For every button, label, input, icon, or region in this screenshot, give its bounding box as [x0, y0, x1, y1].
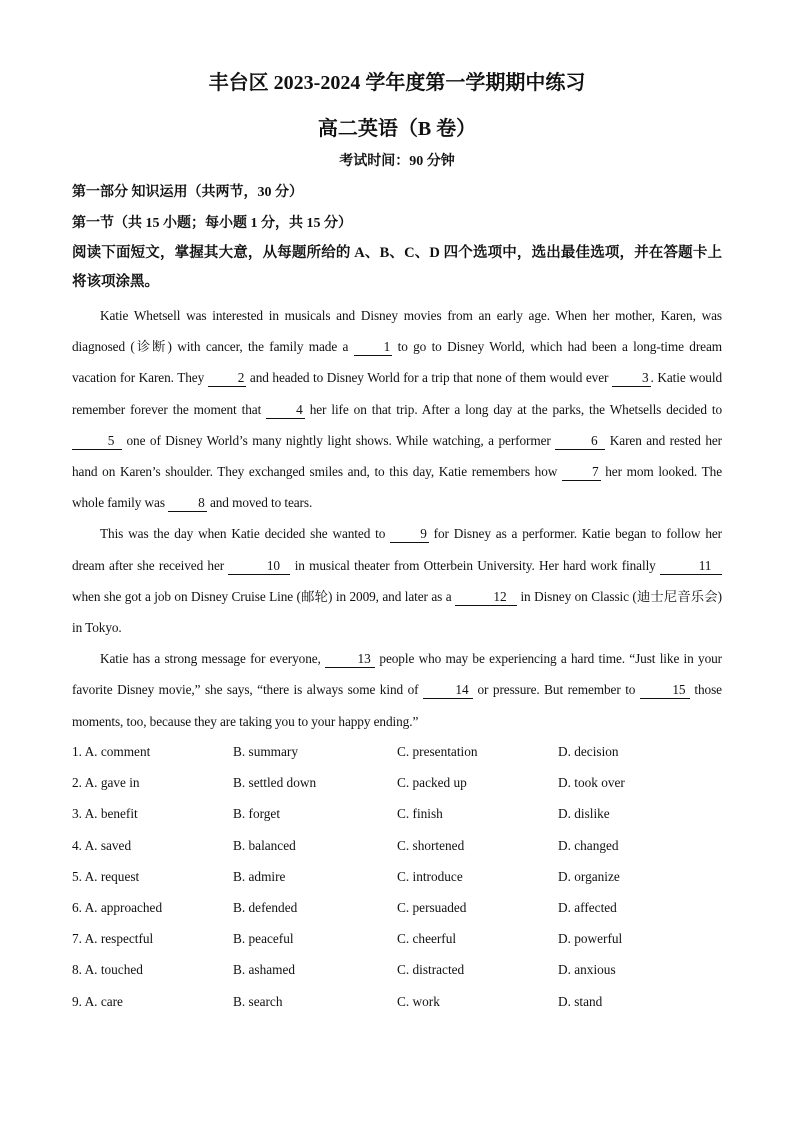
blank-5: 5	[72, 433, 122, 450]
exam-title: 丰台区 2023-2024 学年度第一学期期中练习	[208, 72, 586, 94]
exam-subtitle: 高二英语（B 卷）	[317, 118, 477, 140]
cloze-passage	[72, 300, 722, 737]
option-c: C. work	[397, 993, 440, 1009]
option-d: D. dislike	[558, 806, 610, 822]
blank-10: 10	[228, 558, 290, 575]
option-b: B. defended	[233, 899, 298, 915]
option-a: 7. A. respectful	[72, 931, 154, 947]
option-a: 4. A. saved	[72, 837, 132, 853]
paragraph-1: Katie Whetsell was interested in musicals and Disney movies from an early age. When her mother, Karen, was diagnosed (诊断) with cancer, the family made a 1 to go to Disney World, which had been a long-time dream vacation for Karen. They 2 and headed to Disney World for a trip that none of them would ever 3 . Katie would remember forever the moment that 4 her life on that trip. After a long day at the parks, the Whetsells decided to 5 one of Disney World’s many nightly light shows. While watching, a performer 6 Karen and rested her hand on Karen’s shoulder. They exchanged smiles and, to this day, Katie remembers how 7 her mom looked. The whole family was 8 and moved to tears.	[72, 308, 723, 511]
option-c: C. finish	[397, 806, 443, 822]
option-c: C. packed up	[397, 775, 467, 791]
option-row	[72, 959, 732, 990]
option-row	[72, 741, 732, 772]
option-b: B. search	[233, 993, 283, 1009]
option-c: C. distracted	[397, 962, 465, 978]
blank-2: 2	[208, 370, 247, 387]
option-row	[72, 803, 732, 834]
option-b: B. summary	[233, 744, 299, 759]
blank-6: 6	[555, 433, 605, 450]
option-row	[72, 928, 732, 959]
option-b: B. forget	[233, 806, 281, 822]
option-c: C. persuaded	[397, 899, 467, 915]
blank-4: 4	[266, 402, 305, 419]
paragraph-2: This was the day when Katie decided she wanted to 9 for Disney as a performer. Katie began to follow her dream after she received her 10 in musical theater from Otterbein University. Her hard work finally 11 when she got a job on Disney Cruise Line (邮轮) in 2009, and later as a 12 in Disney on Classic (迪士尼音乐会) in Tokyo.	[72, 526, 723, 636]
blank-12: 12	[455, 589, 517, 606]
blank-15: 15	[640, 682, 690, 699]
blank-11: 11	[660, 558, 722, 575]
blank-13: 13	[325, 651, 375, 668]
option-a: 3. A. benefit	[72, 806, 138, 822]
option-d: D. anxious	[558, 962, 616, 978]
part-heading: 第一部分 知识运用（共两节，30 分）	[72, 185, 303, 200]
instructions: 阅读下面短文，掌握其大意，从每题所给的 A、B、C、D 四个选项中，选出最佳选项，并在答题卡上将该项涂黑。	[72, 245, 722, 290]
option-d: D. changed	[558, 837, 619, 853]
exam-time: 考试时间：90 分钟	[339, 154, 455, 169]
option-row	[72, 991, 732, 1022]
option-a: 5. A. request	[72, 868, 140, 884]
option-b: B. admire	[233, 868, 286, 884]
blank-3: 3	[612, 370, 651, 387]
option-a: 6. A. approached	[72, 899, 163, 915]
paragraph-3: Katie has a strong message for everyone, 13 people who may be experiencing a hard time. “Just like in your favorite Disney movie,” she says, “there is always some kind of 14 or pressure. But remember to 15 those moments, too, because they are taking you to your happy ending.”	[72, 651, 722, 729]
option-row	[72, 866, 732, 897]
blank-7: 7	[562, 464, 601, 481]
option-d: D. affected	[558, 899, 617, 915]
option-b: B. settled down	[233, 775, 317, 791]
option-a: 8. A. touched	[72, 962, 143, 978]
option-c: C. shortened	[397, 837, 465, 853]
option-d: D. stand	[558, 993, 603, 1009]
option-a: 2. A. gave in	[72, 775, 140, 791]
option-row	[72, 772, 732, 803]
option-d: D. powerful	[558, 931, 623, 947]
option-a: 1. A. comment	[72, 744, 151, 759]
option-b: B. peaceful	[233, 931, 294, 947]
option-b: B. ashamed	[233, 962, 296, 978]
blank-1: 1	[354, 339, 393, 356]
blank-14: 14	[423, 682, 473, 699]
answer-options	[72, 741, 732, 1022]
option-c: C. presentation	[397, 744, 478, 759]
option-d: D. took over	[558, 775, 625, 791]
option-d: D. decision	[558, 744, 619, 759]
option-b: B. balanced	[233, 837, 296, 853]
option-c: C. cheerful	[397, 931, 457, 947]
section-heading: 第一节（共 15 小题；每小题 1 分，共 15 分）	[72, 216, 352, 231]
blank-8: 8	[168, 495, 207, 512]
option-row	[72, 897, 732, 928]
option-d: D. organize	[558, 868, 620, 884]
option-row	[72, 835, 732, 866]
option-a: 9. A. care	[72, 993, 123, 1009]
option-c: C. introduce	[397, 868, 463, 884]
blank-9: 9	[390, 526, 429, 543]
